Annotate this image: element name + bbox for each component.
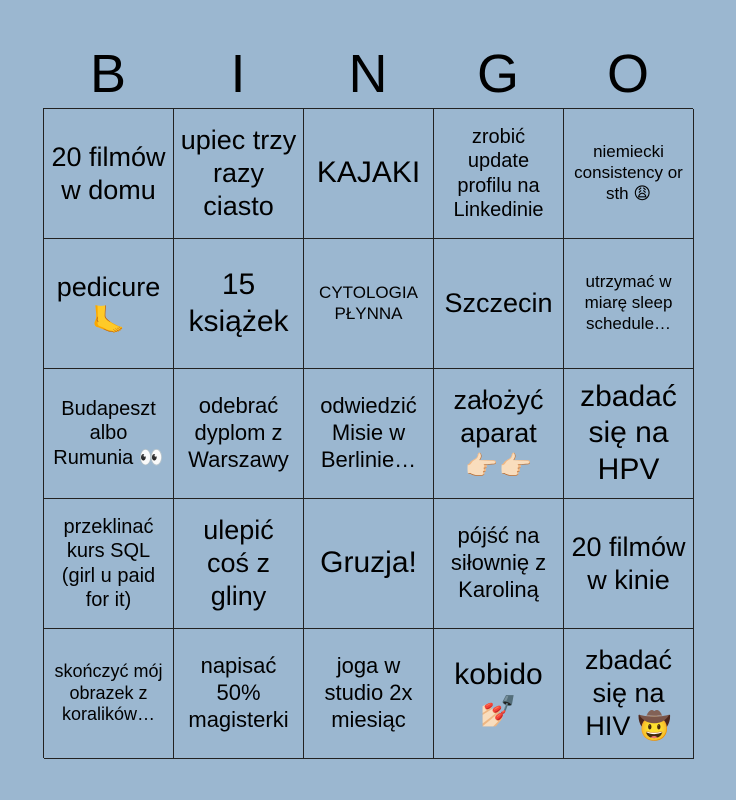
bingo-cell-r4c2[interactable] bbox=[174, 499, 304, 629]
cell-text: CYTOLOGIA PŁYNNA bbox=[319, 282, 418, 323]
cell-text: Szczecin bbox=[444, 288, 553, 319]
cell-text: zbadać się na HPV bbox=[580, 379, 677, 486]
bingo-cell-r2c4[interactable] bbox=[434, 239, 564, 369]
cell-text: napisać 50% magisterki bbox=[188, 653, 289, 732]
cell-text: zrobić update profilu na Linkedinie bbox=[453, 125, 544, 221]
header-letter-n: N bbox=[348, 44, 388, 104]
cell-text: utrzymać w miarę sleep schedule… bbox=[584, 272, 673, 333]
bingo-cell-r5c5[interactable] bbox=[564, 629, 694, 759]
cell-text: ulepić coś z gliny bbox=[203, 515, 274, 611]
cell-text: zbadać się na HIV 🤠 bbox=[584, 645, 673, 741]
cell-text: pójść na siłownię z Karoliną bbox=[450, 523, 547, 602]
bingo-cell-r1c3[interactable] bbox=[304, 109, 434, 239]
bingo-cell-r2c3[interactable] bbox=[304, 239, 434, 369]
bingo-cell-r3c3[interactable] bbox=[304, 369, 434, 499]
bingo-cell-r5c4[interactable] bbox=[434, 629, 564, 759]
bingo-cell-r1c5[interactable] bbox=[564, 109, 694, 239]
bingo-cell-r1c1[interactable] bbox=[44, 109, 174, 239]
bingo-cell-r2c5[interactable] bbox=[564, 239, 694, 369]
bingo-cell-r5c1[interactable] bbox=[44, 629, 174, 759]
bingo-cell-r3c4[interactable] bbox=[434, 369, 564, 499]
cell-text: Gruzja! bbox=[320, 546, 417, 580]
bingo-cell-r3c1[interactable] bbox=[44, 369, 174, 499]
bingo-cell-r3c5[interactable] bbox=[564, 369, 694, 499]
cell-text: pedicure 🦶 bbox=[56, 271, 161, 335]
cell-text: kobido 💅🏻 bbox=[454, 657, 543, 728]
header-letter-g: G bbox=[476, 44, 519, 104]
cell-text: założyć aparat 👉🏻👉🏻 bbox=[453, 385, 544, 481]
bingo-cell-r2c1[interactable] bbox=[44, 239, 174, 369]
cell-text: 15 książek bbox=[188, 267, 289, 338]
bingo-header bbox=[43, 40, 693, 108]
bingo-cell-r2c2[interactable] bbox=[174, 239, 304, 369]
bingo-cell-r4c3[interactable] bbox=[304, 499, 434, 629]
bingo-cell-r4c5[interactable] bbox=[564, 499, 694, 629]
cell-text: skończyć mój obrazek z koralików… bbox=[54, 660, 163, 725]
header-letter-i: I bbox=[230, 44, 246, 104]
bingo-cell-r5c2[interactable] bbox=[174, 629, 304, 759]
cell-text: przeklinać kurs SQL (girl u paid for it) bbox=[61, 515, 156, 611]
bingo-cell-r3c2[interactable] bbox=[174, 369, 304, 499]
cell-text: KAJAKI bbox=[316, 156, 421, 190]
cell-text: 20 filmów w kinie bbox=[571, 531, 686, 595]
header-letter-o: O bbox=[606, 44, 649, 104]
cell-text: Budapeszt albo Rumunia 👀 bbox=[53, 397, 164, 469]
header-letter-b: B bbox=[89, 44, 127, 104]
cell-text: odebrać dyplom z Warszawy bbox=[188, 393, 289, 472]
cell-text: upiec trzy razy ciasto bbox=[180, 125, 297, 221]
bingo-cell-r5c3[interactable] bbox=[304, 629, 434, 759]
cell-text: odwiedzić Misie w Berlinie… bbox=[320, 393, 417, 472]
bingo-cell-r4c4[interactable] bbox=[434, 499, 564, 629]
bingo-cell-r1c2[interactable] bbox=[174, 109, 304, 239]
bingo-cell-r1c4[interactable] bbox=[434, 109, 564, 239]
cell-text: joga w studio 2x miesiąc bbox=[324, 653, 413, 732]
cell-text: 20 filmów w domu bbox=[51, 141, 166, 205]
bingo-cell-r4c1[interactable] bbox=[44, 499, 174, 629]
cell-text: niemiecki consistency or sth 😩 bbox=[574, 142, 683, 203]
bingo-card bbox=[43, 108, 693, 758]
